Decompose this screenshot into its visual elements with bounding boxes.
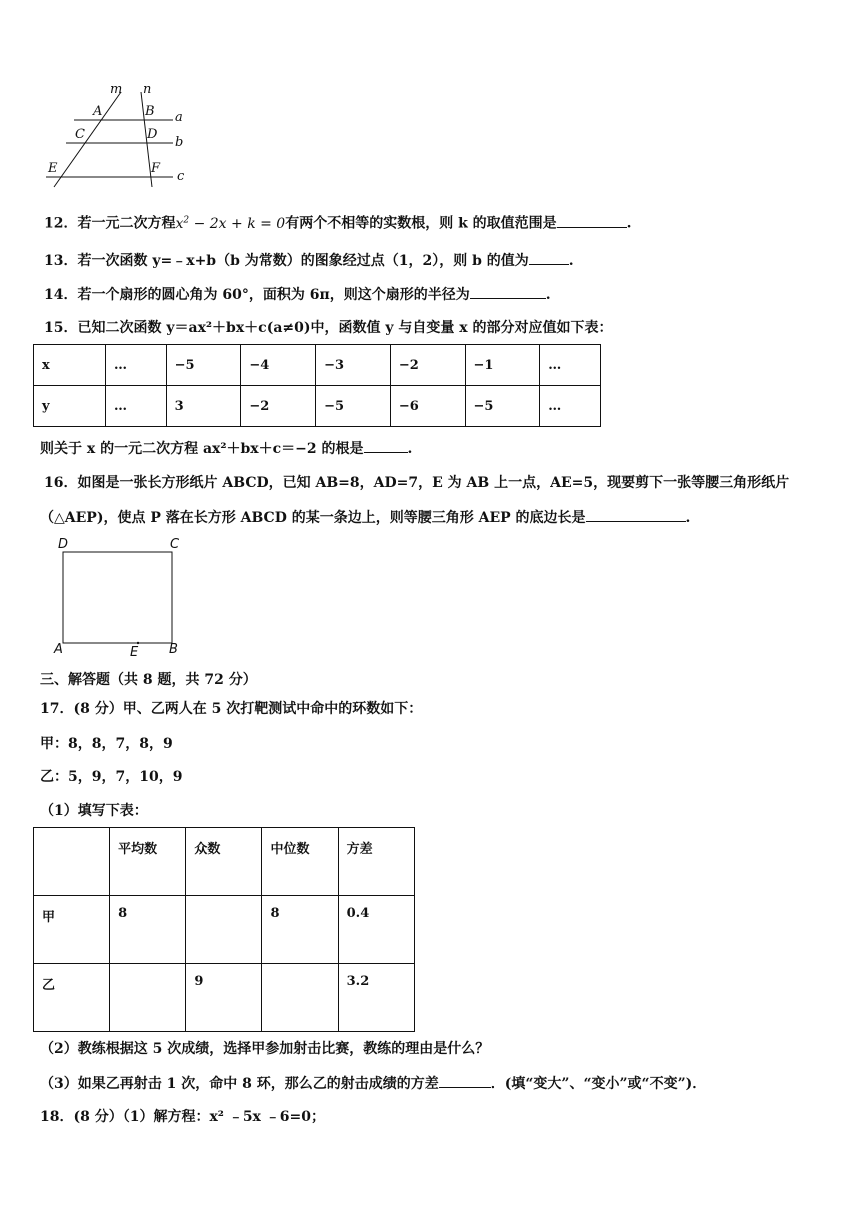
q15-cell: … (540, 345, 601, 386)
q17-cell: 8 (110, 896, 186, 964)
label-D: D (147, 127, 158, 142)
q15-cell: −3 (316, 345, 391, 386)
q15-row-y (34, 386, 601, 427)
q17-sub3-post: ．(填“变大”、“变小”或“不变”)． (490, 1076, 707, 1092)
q15-number: 15． (44, 320, 78, 336)
q13-number: 13． (44, 253, 78, 269)
q17-sub3-pre: （3）如果乙再射击 1 次，命中 8 环，那么乙的射击成绩的方差 (40, 1076, 439, 1092)
q15-cell: −2 (390, 345, 465, 386)
q12-end: . (626, 215, 632, 232)
q15-cell: −5 (465, 386, 540, 427)
figure-rectangle (50, 536, 200, 661)
question-14 (44, 284, 551, 305)
label-m: m (110, 82, 123, 97)
q17-header-cell: 中位数 (262, 828, 338, 896)
q15-after (40, 438, 412, 459)
label-B: B (145, 104, 155, 119)
figure-parallel-lines (40, 80, 200, 195)
q15-text: 已知二次函数 y＝ax²＋bx＋c(a≠0)中，函数值 y 与自变量 x 的部分对应值如下表： (77, 320, 613, 336)
q17-header-cell (34, 828, 110, 896)
q12-post: 有两个不相等的实数根，则 k 的取值范围是 (285, 215, 557, 232)
q15-cell: −4 (241, 345, 316, 386)
q17-header-cell: 方差 (338, 828, 414, 896)
q15-after-end: . (407, 441, 413, 457)
q15-after-text: 则关于 x 的一元二次方程 ax²＋bx＋c＝−2 的根是 (40, 441, 364, 457)
question-12 (44, 210, 632, 234)
q17-row-jia (34, 896, 415, 964)
q15-cell: … (106, 386, 167, 427)
q14-end: . (545, 287, 551, 303)
q17-answer-blank[interactable] (439, 1073, 491, 1088)
q14-answer-blank[interactable] (470, 284, 546, 299)
q17-header-cell: 众数 (186, 828, 262, 896)
label-C: C (170, 537, 180, 552)
q17-table (33, 827, 415, 1032)
label-A: A (54, 642, 63, 657)
q17-sub2: （2）教练根据这 5 次成绩，选择甲参加射击比赛，教练的理由是什么？ (40, 1041, 490, 1057)
label-F: F (151, 161, 161, 176)
q13-end: . (568, 253, 574, 269)
q15-cell: 3 (166, 386, 241, 427)
label-a: a (175, 110, 183, 125)
section-3-heading: 三、解答题（共 8 题，共 72 分） (40, 672, 257, 688)
question-16 (44, 473, 789, 493)
line-m (54, 92, 121, 187)
q12-eq-sup: 2 (183, 215, 190, 225)
q12-answer-blank[interactable] (557, 213, 627, 228)
label-E: E (130, 645, 139, 660)
q17-cell: 乙 (34, 964, 110, 1032)
q13-text: 若一次函数 y=﹣x+b（b 为常数）的图象经过点（1，2），则 b 的值为 (77, 253, 529, 269)
q17-cell: 9 (186, 964, 262, 1032)
q17-cell: 甲 (34, 896, 110, 964)
q17-cell: 8 (262, 896, 338, 964)
point-e (137, 642, 139, 644)
q17-jia-scores: 甲：8，8，7，8，9 (40, 736, 173, 752)
q15-cell: −6 (390, 386, 465, 427)
q13-answer-blank[interactable] (529, 250, 569, 265)
q16-end: . (685, 510, 691, 526)
q15-answer-blank[interactable] (364, 438, 408, 453)
q17-sub3 (40, 1073, 706, 1094)
q15-table (33, 344, 601, 427)
q14-number: 14． (44, 287, 78, 303)
label-n: n (143, 82, 152, 97)
q17-sub1: （1）填写下表： (40, 803, 148, 819)
question-17-intro: 17．(8 分）甲、乙两人在 5 次打靶测试中命中的环数如下： (40, 701, 423, 717)
label-b: b (175, 135, 184, 150)
q15-row-x (34, 345, 601, 386)
q15-cell: … (540, 386, 601, 427)
q15-cell: −5 (166, 345, 241, 386)
q17-header-row (34, 828, 415, 896)
q12-number: 12． (44, 215, 78, 232)
q15-cell: x (34, 345, 106, 386)
q16-line1: 如图是一张长方形纸片 ABCD，已知 AB=8，AD=7，E 为 AB 上一点，AE=5，现要剪下一张等腰三角形纸片 (77, 475, 790, 491)
q17-row-yi (34, 964, 415, 1032)
q17-yi-scores: 乙：5，9，7，10，9 (40, 769, 183, 785)
q12-equation (175, 216, 285, 232)
label-E: E (48, 161, 58, 176)
question-15 (44, 318, 612, 338)
q12-eq-rest: − 2x + k = 0 (189, 215, 286, 232)
q16-answer-blank[interactable] (586, 507, 686, 522)
label-c: c (177, 169, 185, 184)
q17-cell-blank[interactable] (262, 964, 338, 1032)
label-C: C (75, 127, 85, 142)
label-D: D (58, 537, 69, 552)
q17-cell: 3.2 (338, 964, 414, 1032)
q17-cell-blank[interactable] (186, 896, 262, 964)
rectangle-abcd (63, 552, 172, 643)
q17-header-cell: 平均数 (110, 828, 186, 896)
q12-eq-x: x (175, 215, 184, 232)
q16-line2: （△AEP)，使点 P 落在长方形 ABCD 的某一条边上，则等腰三角形 AEP 的底边长是 (40, 510, 586, 526)
question-18: 18．(8 分）（1）解方程：x² ﹣5x ﹣6=0； (40, 1109, 325, 1125)
q15-cell: −2 (241, 386, 316, 427)
question-13 (44, 250, 574, 271)
q15-cell: −1 (465, 345, 540, 386)
q14-text: 若一个扇形的圆心角为 60°，面积为 6π，则这个扇形的半径为 (77, 287, 470, 303)
label-A: A (93, 104, 103, 119)
q17-cell-blank[interactable] (110, 964, 186, 1032)
label-B: B (169, 642, 178, 657)
q16-number: 16． (44, 475, 78, 491)
question-16-line2 (40, 507, 690, 528)
q17-cell: 0.4 (338, 896, 414, 964)
q15-cell: y (34, 386, 106, 427)
q12-pre: 若一元二次方程 (77, 215, 176, 232)
q15-cell: −5 (316, 386, 391, 427)
q15-cell: … (106, 345, 167, 386)
